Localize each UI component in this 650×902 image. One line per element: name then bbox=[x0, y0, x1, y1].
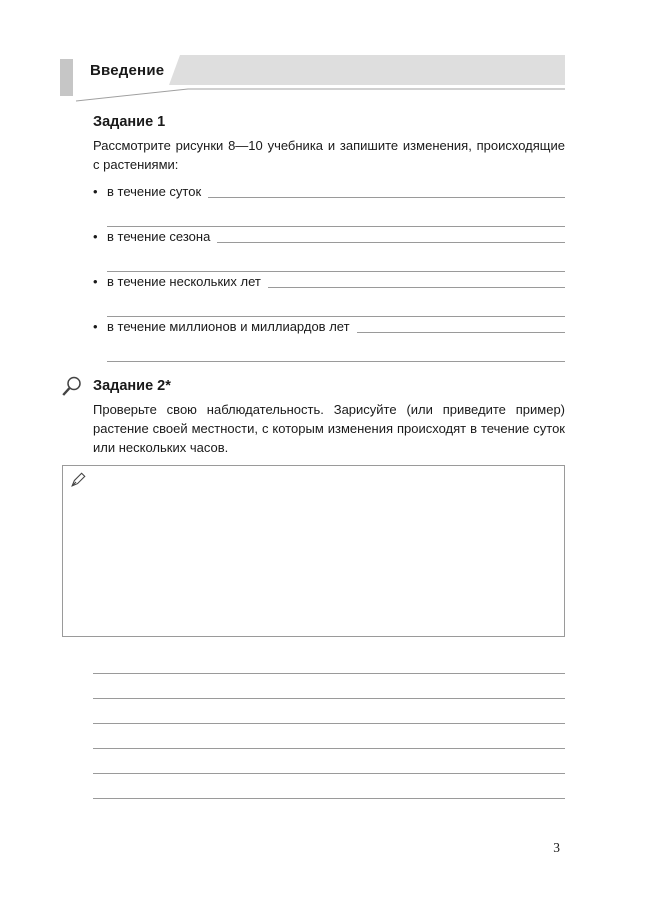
bullet-label: • в течение миллионов и миллиардов лет bbox=[93, 317, 350, 336]
task2-section bbox=[93, 378, 565, 457]
drawing-area[interactable] bbox=[62, 465, 565, 637]
task1-instruction: Рассмотрите рисунки 8—10 учебника и запишите изменения, происходящие с растениями: bbox=[93, 138, 565, 172]
bullet-label: • в течение нескольких лет bbox=[93, 272, 261, 291]
writing-line[interactable] bbox=[93, 699, 565, 724]
task2-title: Задание 2* bbox=[93, 378, 171, 394]
bullet-label: • в течение сезона bbox=[93, 227, 210, 246]
writing-line[interactable] bbox=[93, 774, 565, 799]
section-header-title: Введение bbox=[90, 62, 165, 79]
task1-item-2 bbox=[93, 227, 565, 272]
task1-title: Задание 1 bbox=[93, 114, 166, 130]
workbook-page bbox=[0, 54, 650, 855]
section-header bbox=[60, 54, 565, 104]
extra-answer-line[interactable] bbox=[107, 246, 565, 272]
extra-answer-line[interactable] bbox=[107, 201, 565, 227]
magnifier-icon bbox=[60, 375, 84, 404]
task1-item-4 bbox=[93, 317, 565, 362]
writing-line[interactable] bbox=[93, 674, 565, 699]
writing-lines bbox=[93, 649, 565, 799]
task1-item-1 bbox=[93, 182, 565, 227]
task1-item-3 bbox=[93, 272, 565, 317]
answer-line[interactable] bbox=[268, 287, 565, 288]
answer-line[interactable] bbox=[208, 197, 565, 198]
writing-line[interactable] bbox=[93, 649, 565, 674]
pen-icon bbox=[69, 476, 87, 493]
task1-section bbox=[93, 114, 565, 362]
writing-line[interactable] bbox=[93, 749, 565, 774]
bullet-label: • в течение суток bbox=[93, 182, 201, 201]
extra-answer-line[interactable] bbox=[107, 291, 565, 317]
answer-line[interactable] bbox=[357, 332, 565, 333]
answer-line[interactable] bbox=[217, 242, 565, 243]
extra-answer-line[interactable] bbox=[107, 336, 565, 362]
writing-line[interactable] bbox=[93, 724, 565, 749]
page-number: 3 bbox=[553, 840, 560, 855]
task2-instruction: Проверьте свою наблюдательность. Зарисуйте (или приведите пример) растение своей местности, с которым изменения происходят в течение суток или нескольких часов. bbox=[93, 402, 565, 455]
